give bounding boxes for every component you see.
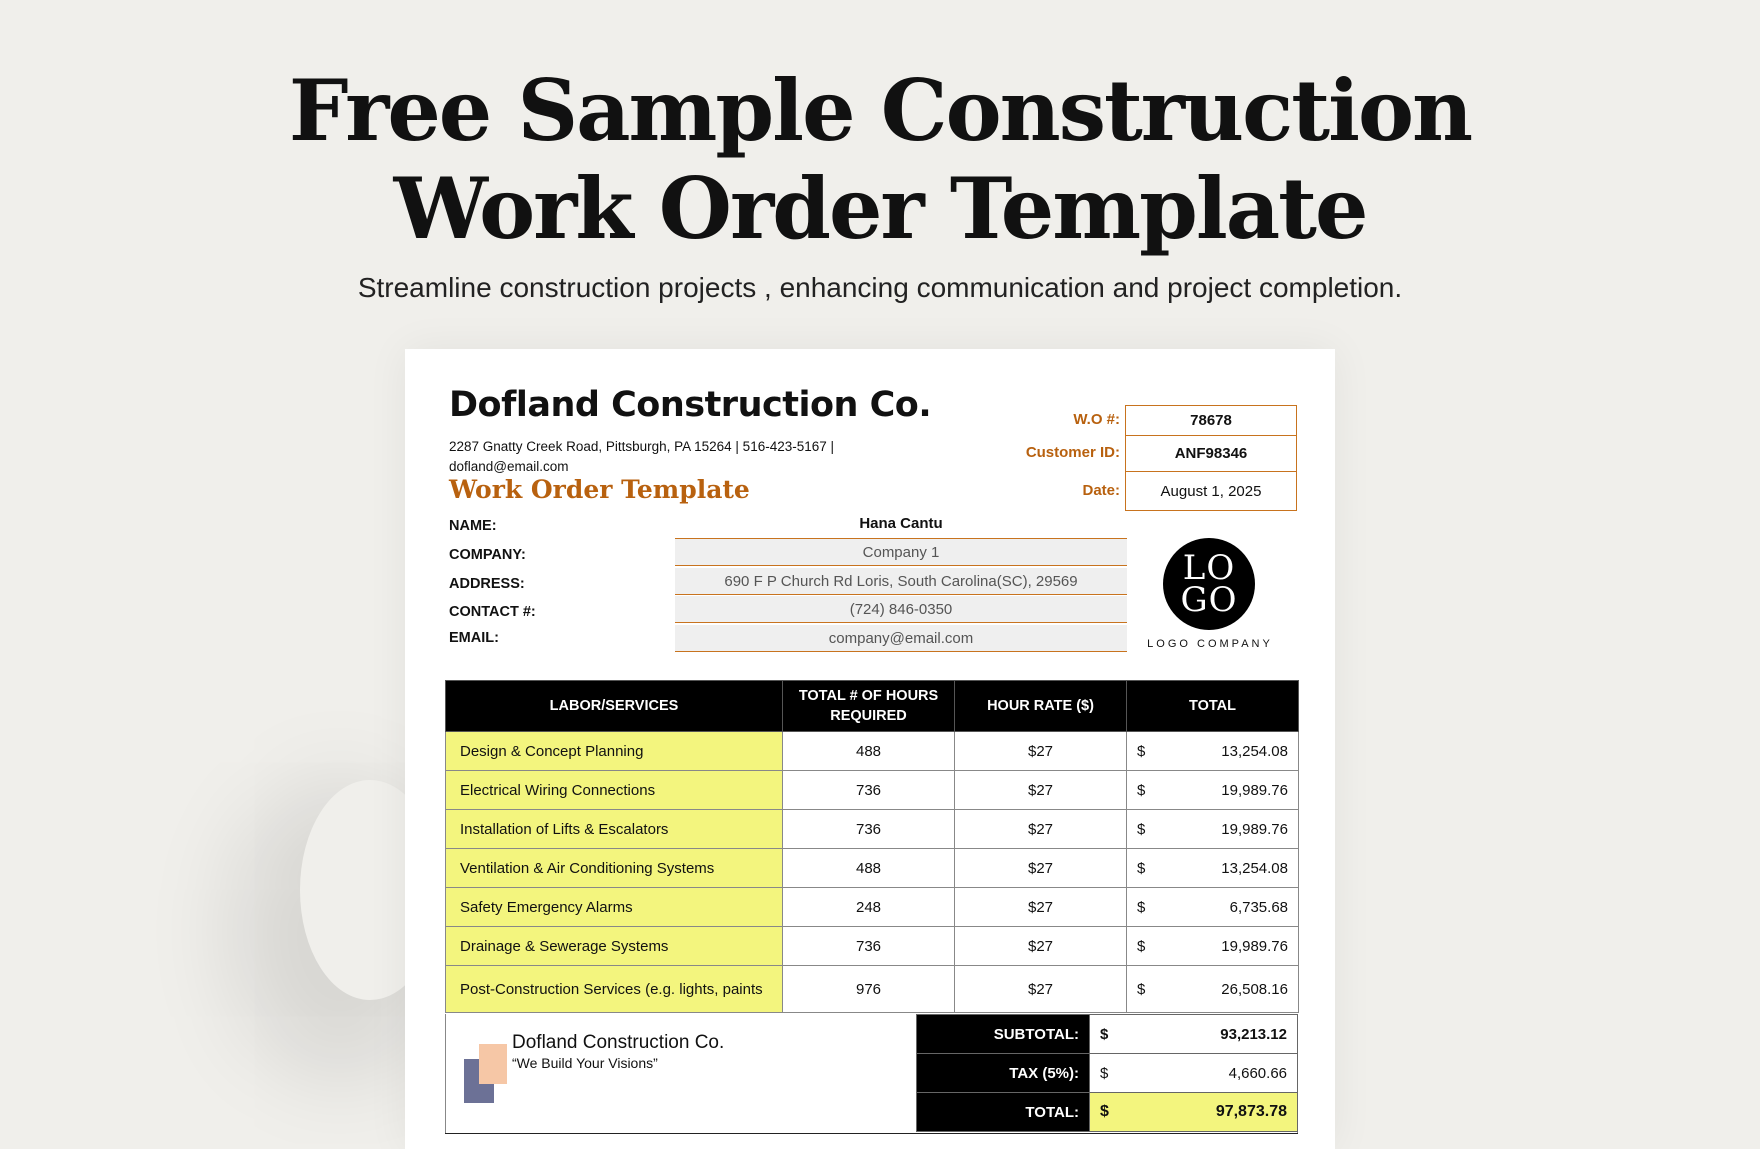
tax-amount: 4,660.66	[1228, 1064, 1287, 1082]
totals-table	[916, 1014, 1298, 1132]
hours-cell[interactable]: 488	[783, 732, 955, 771]
subtotal-label: SUBTOTAL:	[917, 1015, 1090, 1054]
company-label: COMPANY:	[449, 547, 526, 563]
page-title	[0, 62, 1760, 258]
wo-number-label: W.O #:	[1073, 411, 1120, 428]
total-row	[917, 1093, 1298, 1132]
logo-line1: LO	[1182, 548, 1236, 588]
header-rate: HOUR RATE ($)	[955, 681, 1127, 732]
name-label: NAME:	[449, 518, 497, 534]
hours-cell[interactable]: 488	[783, 849, 955, 888]
total-cell[interactable]	[1127, 771, 1299, 810]
currency-symbol: $	[1100, 1064, 1109, 1082]
currency-symbol: $	[1137, 781, 1146, 799]
company-name: Dofland Construction Co.	[449, 385, 932, 425]
work-order-document	[405, 349, 1335, 1149]
table-header-row	[446, 681, 1299, 732]
page-title-line2: Work Order Template	[393, 159, 1367, 258]
subtotal-row	[917, 1015, 1298, 1054]
service-cell[interactable]: Post-Construction Services (e.g. lights, paints	[446, 966, 783, 1013]
grand-total-amount: 97,873.78	[1215, 1103, 1287, 1120]
hours-cell[interactable]: 976	[783, 966, 955, 1013]
page-subtitle: Streamline construction projects , enhancing communication and project completion.	[357, 272, 1403, 303]
total-cell[interactable]	[1127, 927, 1299, 966]
currency-symbol: $	[1137, 820, 1146, 838]
footer-logo-accent	[479, 1044, 507, 1084]
tax-row	[917, 1054, 1298, 1093]
currency-symbol: $	[1137, 859, 1146, 877]
total-cell[interactable]	[1127, 732, 1299, 771]
address-label: ADDRESS:	[449, 576, 525, 592]
service-cell[interactable]: Design & Concept Planning	[446, 732, 783, 771]
hours-cell[interactable]: 736	[783, 771, 955, 810]
service-cell[interactable]: Drainage & Sewerage Systems	[446, 927, 783, 966]
services-table	[445, 680, 1299, 1013]
rate-cell[interactable]: $27	[955, 966, 1127, 1013]
total-label: TOTAL:	[917, 1093, 1090, 1132]
service-cell[interactable]: Electrical Wiring Connections	[446, 771, 783, 810]
total-amount: 19,989.76	[1221, 781, 1288, 799]
contact-field[interactable]: (724) 846-0350	[675, 596, 1127, 623]
tax-value	[1090, 1054, 1298, 1093]
header-services: LABOR/SERVICES	[446, 681, 783, 732]
currency-symbol: $	[1100, 1103, 1109, 1120]
currency-symbol: $	[1137, 898, 1146, 916]
footer-company-name: Dofland Construction Co.	[512, 1032, 725, 1053]
rate-cell[interactable]: $27	[955, 849, 1127, 888]
table-row	[446, 888, 1299, 927]
currency-symbol: $	[1100, 1025, 1109, 1043]
table-row	[446, 966, 1299, 1013]
currency-symbol: $	[1137, 980, 1146, 998]
table-row	[446, 927, 1299, 966]
rate-cell[interactable]: $27	[955, 810, 1127, 849]
date-label: Date:	[1082, 482, 1120, 499]
subtotal-value	[1090, 1015, 1298, 1054]
customer-id-label: Customer ID:	[1025, 444, 1120, 461]
customer-id-field[interactable]: ANF98346	[1125, 435, 1297, 472]
rate-cell[interactable]: $27	[955, 771, 1127, 810]
header-total: TOTAL	[1127, 681, 1299, 732]
date-field[interactable]: August 1, 2025	[1125, 471, 1297, 511]
service-cell[interactable]: Installation of Lifts & Escalators	[446, 810, 783, 849]
name-value[interactable]: Hana Cantu	[859, 515, 943, 532]
currency-symbol: $	[1137, 742, 1146, 760]
total-amount: 26,508.16	[1221, 980, 1288, 998]
table-row	[446, 849, 1299, 888]
subtotal-amount: 93,213.12	[1220, 1025, 1287, 1043]
logo-icon	[1163, 538, 1255, 630]
hours-cell[interactable]: 248	[783, 888, 955, 927]
hours-cell[interactable]: 736	[783, 810, 955, 849]
header-hours: TOTAL # OF HOURS REQUIRED	[783, 681, 955, 732]
bottom-divider	[445, 1133, 1298, 1134]
total-amount: 6,735.68	[1229, 898, 1288, 916]
total-cell[interactable]	[1127, 810, 1299, 849]
hours-cell[interactable]: 736	[783, 927, 955, 966]
total-value	[1090, 1093, 1298, 1132]
total-amount: 13,254.08	[1221, 859, 1288, 877]
logo-line2: GO	[1180, 580, 1238, 620]
currency-symbol: $	[1137, 937, 1146, 955]
table-row	[446, 810, 1299, 849]
company-address: 2287 Gnatty Creek Road, Pittsburgh, PA 15264 | 516-423-5167 | dofland@email.com	[449, 439, 835, 474]
rate-cell[interactable]: $27	[955, 888, 1127, 927]
table-row	[446, 732, 1299, 771]
email-field[interactable]: company@email.com	[675, 625, 1127, 652]
tax-label: TAX (5%):	[917, 1054, 1090, 1093]
total-cell[interactable]	[1127, 966, 1299, 1013]
company-field[interactable]: Company 1	[675, 539, 1127, 566]
service-cell[interactable]: Ventilation & Air Conditioning Systems	[446, 849, 783, 888]
wo-number-field[interactable]: 78678	[1125, 405, 1297, 436]
total-cell[interactable]	[1127, 849, 1299, 888]
email-label: EMAIL:	[449, 630, 499, 646]
total-amount: 19,989.76	[1221, 937, 1288, 955]
total-cell[interactable]	[1127, 888, 1299, 927]
document-title: Work Order Template	[449, 475, 750, 504]
contact-label: CONTACT #:	[449, 604, 536, 620]
service-cell[interactable]: Safety Emergency Alarms	[446, 888, 783, 927]
rate-cell[interactable]: $27	[955, 732, 1127, 771]
rate-cell[interactable]: $27	[955, 927, 1127, 966]
table-row	[446, 771, 1299, 810]
page-title-line1: Free Sample Construction	[288, 61, 1472, 160]
total-amount: 19,989.76	[1221, 820, 1288, 838]
total-amount: 13,254.08	[1221, 742, 1288, 760]
logo-caption: LOGO COMPANY	[1147, 638, 1273, 650]
address-field[interactable]: 690 F P Church Rd Loris, South Carolina(SC), 29569	[675, 568, 1127, 595]
footer-tagline: “We Build Your Visions”	[512, 1055, 658, 1071]
